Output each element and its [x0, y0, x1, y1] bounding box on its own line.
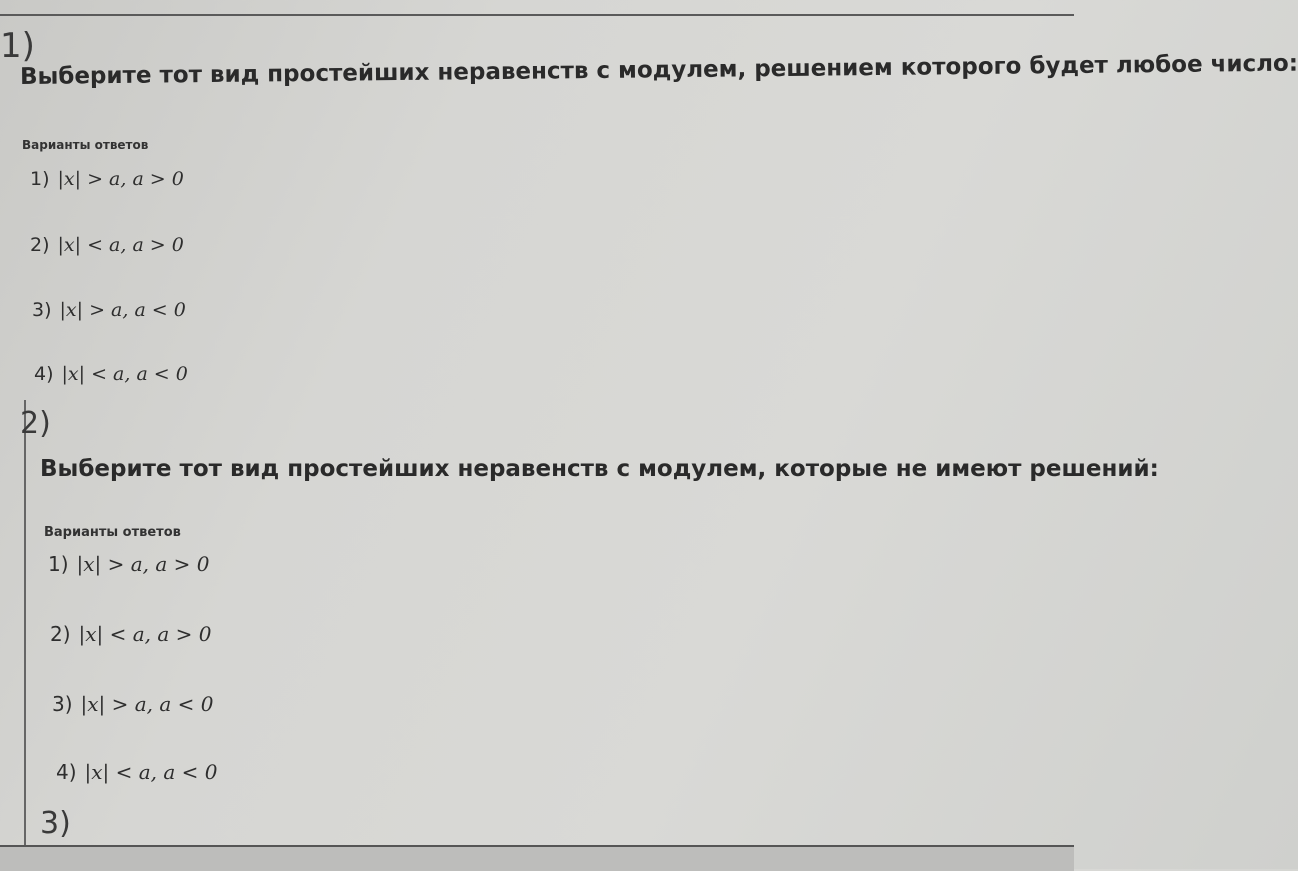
option-number: 1): [30, 168, 50, 190]
question-2-option-4[interactable]: [56, 760, 218, 784]
option-number: 2): [50, 622, 71, 646]
option-expression: |x| < a, a > 0: [78, 622, 212, 646]
question-2-number: 2): [20, 406, 51, 441]
option-number: 2): [30, 234, 50, 256]
question-1-option-3[interactable]: [32, 299, 186, 321]
question-2-option-1[interactable]: [48, 552, 210, 576]
left-border: [24, 400, 26, 845]
option-expression: |x| > a, a < 0: [59, 299, 186, 321]
question-1-option-1[interactable]: [30, 168, 184, 190]
option-expression: |x| < a, a > 0: [57, 234, 184, 256]
question-2-text: Выберите тот вид простейших неравенств с модулем, которые не имеют решений:: [40, 456, 1159, 482]
question-2-options-caption: Варианты ответов: [44, 525, 181, 540]
question-1-text: Выберите тот вид простейших неравенств с модулем, решением которого будет любое число:: [19, 50, 1298, 90]
question-2-option-2[interactable]: [50, 622, 212, 646]
question-2-option-3[interactable]: [52, 692, 214, 716]
option-expression: |x| > a, a > 0: [76, 552, 210, 576]
question-1-option-4[interactable]: [34, 363, 188, 385]
bottom-border: [0, 845, 1074, 871]
question-3-number: 3): [40, 806, 71, 841]
option-expression: |x| > a, a > 0: [57, 168, 184, 190]
question-1-options-caption: Варианты ответов: [22, 138, 149, 152]
option-number: 4): [34, 363, 54, 385]
option-number: 4): [56, 760, 77, 784]
option-expression: |x| < a, a < 0: [61, 363, 188, 385]
option-expression: |x| < a, a < 0: [84, 760, 218, 784]
option-number: 3): [32, 299, 52, 321]
option-number: 1): [48, 552, 69, 576]
question-1-number: 1): [0, 26, 35, 66]
option-number: 3): [52, 692, 73, 716]
question-1-option-2[interactable]: [30, 234, 184, 256]
top-border: [0, 14, 1074, 16]
option-expression: |x| > a, a < 0: [80, 692, 214, 716]
